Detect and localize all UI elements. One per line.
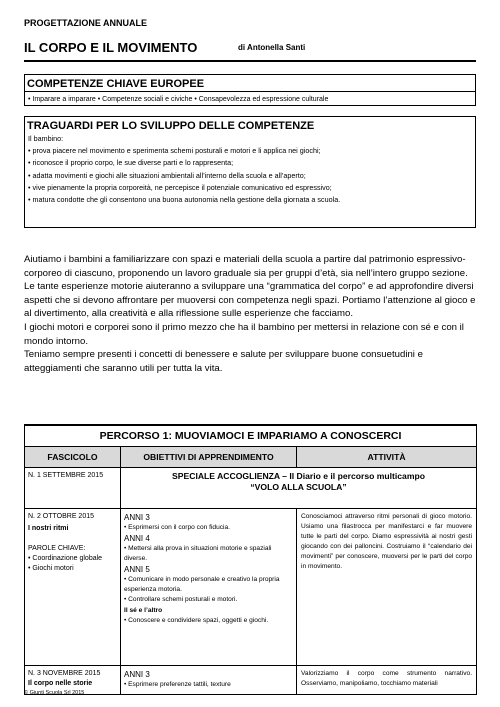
parole-label: PAROLE CHIAVE: [28,545,86,552]
traguardi-item: • prova piacere nel movimento e sperimenta schemi posturali e motori e li applica nei giochi; [28,146,321,156]
table-row [25,468,477,509]
obiettivo-text: • Conoscere e condividere spazi, oggetti e giochi. [124,616,269,624]
attivita-cell: Valorizziamo il corpo come strumento narrativo. Osserviamo, manipoliamo, tocchiamo materiali [297,666,477,695]
traguardi-title: TRAGUARDI PER LO SVILUPPO DELLE COMPETENZE [27,120,315,132]
traguardi-item: • riconosce il proprio corpo, le sue diverse parti e lo rappresenta; [28,158,234,168]
obiettivo-text: • Esprimersi con il corpo con fiducia. [124,524,231,531]
fascicolo-title: Il corpo nelle storie [28,680,93,687]
traguardi-item: • matura condotte che gli consentono una buona autonomia nella gestione della giornata a scuola. [28,195,341,205]
competenze-text: • Imparare a imparare • Competenze sociali e civiche • Consapevolezza ed espressione culturale [28,96,329,103]
speciale-cell [121,468,477,509]
intro-paragraph: Aiutiamo i bambini a familiarizzare con spazi e materiali della scuola a partire dal patrimonio espressivo-corporeo di ciascuno, proponendo un lavoro graduale sia per gruppi d’età, sia nell’intero gruppo sezione. Le tante esperienze motorie aiuteranno a sviluppare una “grammatica del corpo” e ad approfondire diversi aspetti che si devono affrontare per muoversi con competenza negli spazi. Portiamo l’attenzione al gioco e al divertimento, alla creatività e alla riflessione sulle esperienze che facciamo. [24,254,476,320]
speciale-line: SPECIALE ACCOGLIENZA – Il Diario e il percorso multicampo [172,471,425,481]
anni-label: ANNI 3 [124,670,150,679]
obiettivi-cell [121,666,297,695]
percorso-title: PERCORSO 1: MUOVIAMOCI E IMPARIAMO A CONOSCERCI [25,425,477,447]
col-header-attivita: ATTIVITÀ [297,447,477,468]
parola-item: • Coordinazione globale [28,555,103,562]
fascicolo-title: I nostri ritmi [28,525,69,532]
col-header-fascicolo: FASCICOLO [25,447,121,468]
table-row [25,509,477,666]
table-row [25,666,477,695]
footer-copyright: © Giunti Scuola Srl 2015 [24,690,85,696]
obiettivo-text: • Mettersi alla prova in situazioni motorie e spaziali diverse. [124,545,272,563]
competenze-title: COMPETENZE CHIAVE EUROPEE [25,75,475,92]
obiettivo-text: • Esprimere preferenze tattili, texture [124,681,231,688]
intro-paragraph: Teniamo sempre presenti i concetti di benessere e salute per sviluppare buone consuetudini e atteggiamenti che saranno utili per tutta la vita. [24,349,423,374]
author: di Antonella Santi [238,43,306,52]
fascicolo-date: N. 3 NOVEMBRE 2015 [28,670,101,677]
anni-label: ANNI 3 [124,513,150,522]
attivita-cell: Conosciamoci attraverso ritmi personali di gioco motorio. Usiamo una filastrocca per manifestarci e far muovere tutte le parti del corpo. Diamo espressività ai nostri gesti giocando con dei palloncini. Costruiamo il “calendario dei movimenti” per conoscere, muoversi per le parti del corpo in movimento. [297,509,477,666]
intro-text [24,253,476,375]
anni-label: ANNI 5 [124,565,150,575]
fascicolo-cell [25,509,121,666]
obiettivi-cell [121,509,297,666]
obiettivo-text: • Controllare schemi posturali e motori. [124,596,238,604]
traguardi-box [24,116,476,228]
fascicolo-cell: N. 1 SETTEMBRE 2015 [25,468,121,509]
series-label: PROGETTAZIONE ANNUALE [24,18,147,28]
competenze-box [24,74,476,106]
intro-paragraph: I giochi motori e corporei sono il primo mezzo che ha il bambino per mettersi in relazione con sé e con il mondo intorno. [24,321,464,347]
obiettivo-text: • Comunicare in modo personale e creativo la propria esperienza motoria. [124,576,280,594]
title-rule [24,60,476,62]
page-title: IL CORPO E IL MOVIMENTO [24,40,198,55]
traguardi-item: • adatta movimenti e giochi alle situazioni ambientali all’interno della scuola e all’aperto; [28,170,306,180]
fascicolo-date: N. 2 OTTOBRE 2015 [28,513,95,520]
speciale-line: “VOLO ALLA SCUOLA” [250,482,347,492]
plan-table [24,424,477,695]
col-header-obiettivi: OBIETTIVI DI APPRENDIMENTO [121,447,297,468]
traguardi-list [25,133,475,206]
area-label: Il sé e l’altro [124,606,163,614]
traguardi-item: Il bambino: [28,134,64,143]
traguardi-item: • vive pienamente la propria corporeità, ne percepisce il potenziale comunicativo ed espressivo; [28,182,332,192]
anni-label: ANNI 4 [124,534,150,544]
parola-item: • Giochi motori [28,565,74,572]
